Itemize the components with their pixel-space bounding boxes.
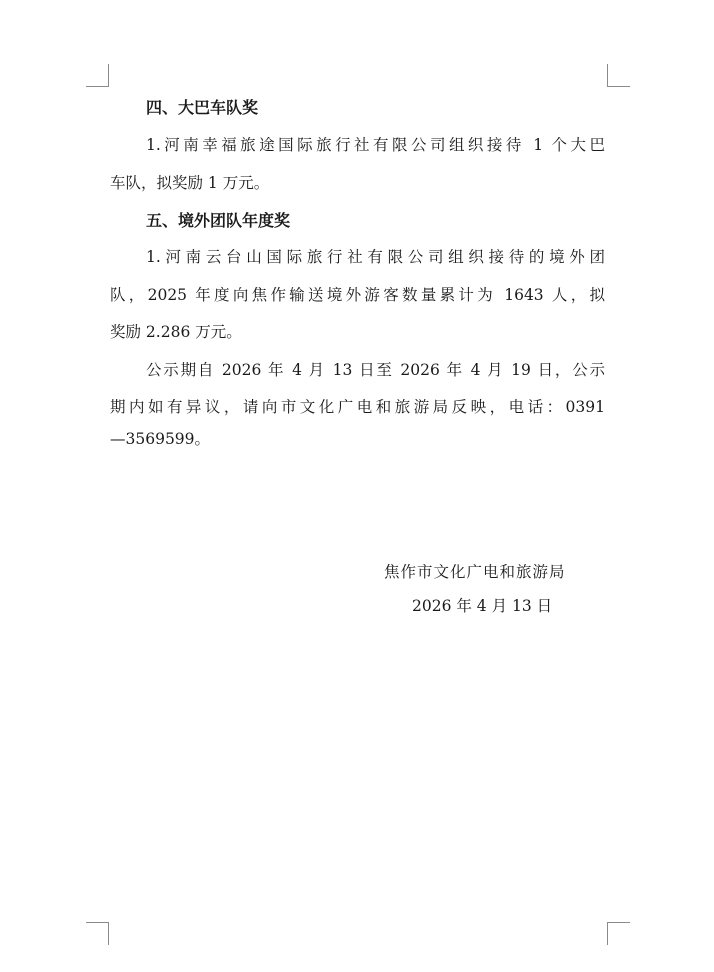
section-heading-overseas: 五、境外团队年度奖 — [146, 211, 291, 230]
crop-mark-top-right — [607, 64, 630, 87]
section-bus-line-2: 车队，拟奖励 1 万元。 — [110, 174, 270, 192]
section-overseas-line-3: 奖励 2.286 万元。 — [110, 323, 242, 341]
notice-line-2: 期内如有异议，请向市文化广电和旅游局反映，电话：0391 — [110, 398, 605, 416]
section-overseas-line-1: 1.河南云台山国际旅行社有限公司组织接待的境外团 — [146, 248, 605, 266]
section-overseas-line-2: 队，2025 年度向焦作输送境外游客数量累计为 1643 人，拟 — [110, 286, 605, 304]
signature-org: 焦作市文化广电和旅游局 — [384, 563, 566, 581]
section-bus-line-1: 1.河南幸福旅途国际旅行社有限公司组织接待 1 个大巴 — [146, 136, 605, 154]
crop-mark-bottom-right — [607, 922, 630, 945]
notice-line-1: 公示期自 2026 年 4 月 13 日至 2026 年 4 月 19 日，公示 — [146, 361, 605, 379]
signature-date: 2026 年 4 月 13 日 — [412, 597, 553, 615]
notice-line-3: —3569599。 — [110, 430, 211, 448]
section-heading-bus: 四、大巴车队奖 — [146, 98, 259, 117]
crop-mark-top-left — [86, 64, 109, 87]
crop-mark-bottom-left — [86, 922, 109, 945]
